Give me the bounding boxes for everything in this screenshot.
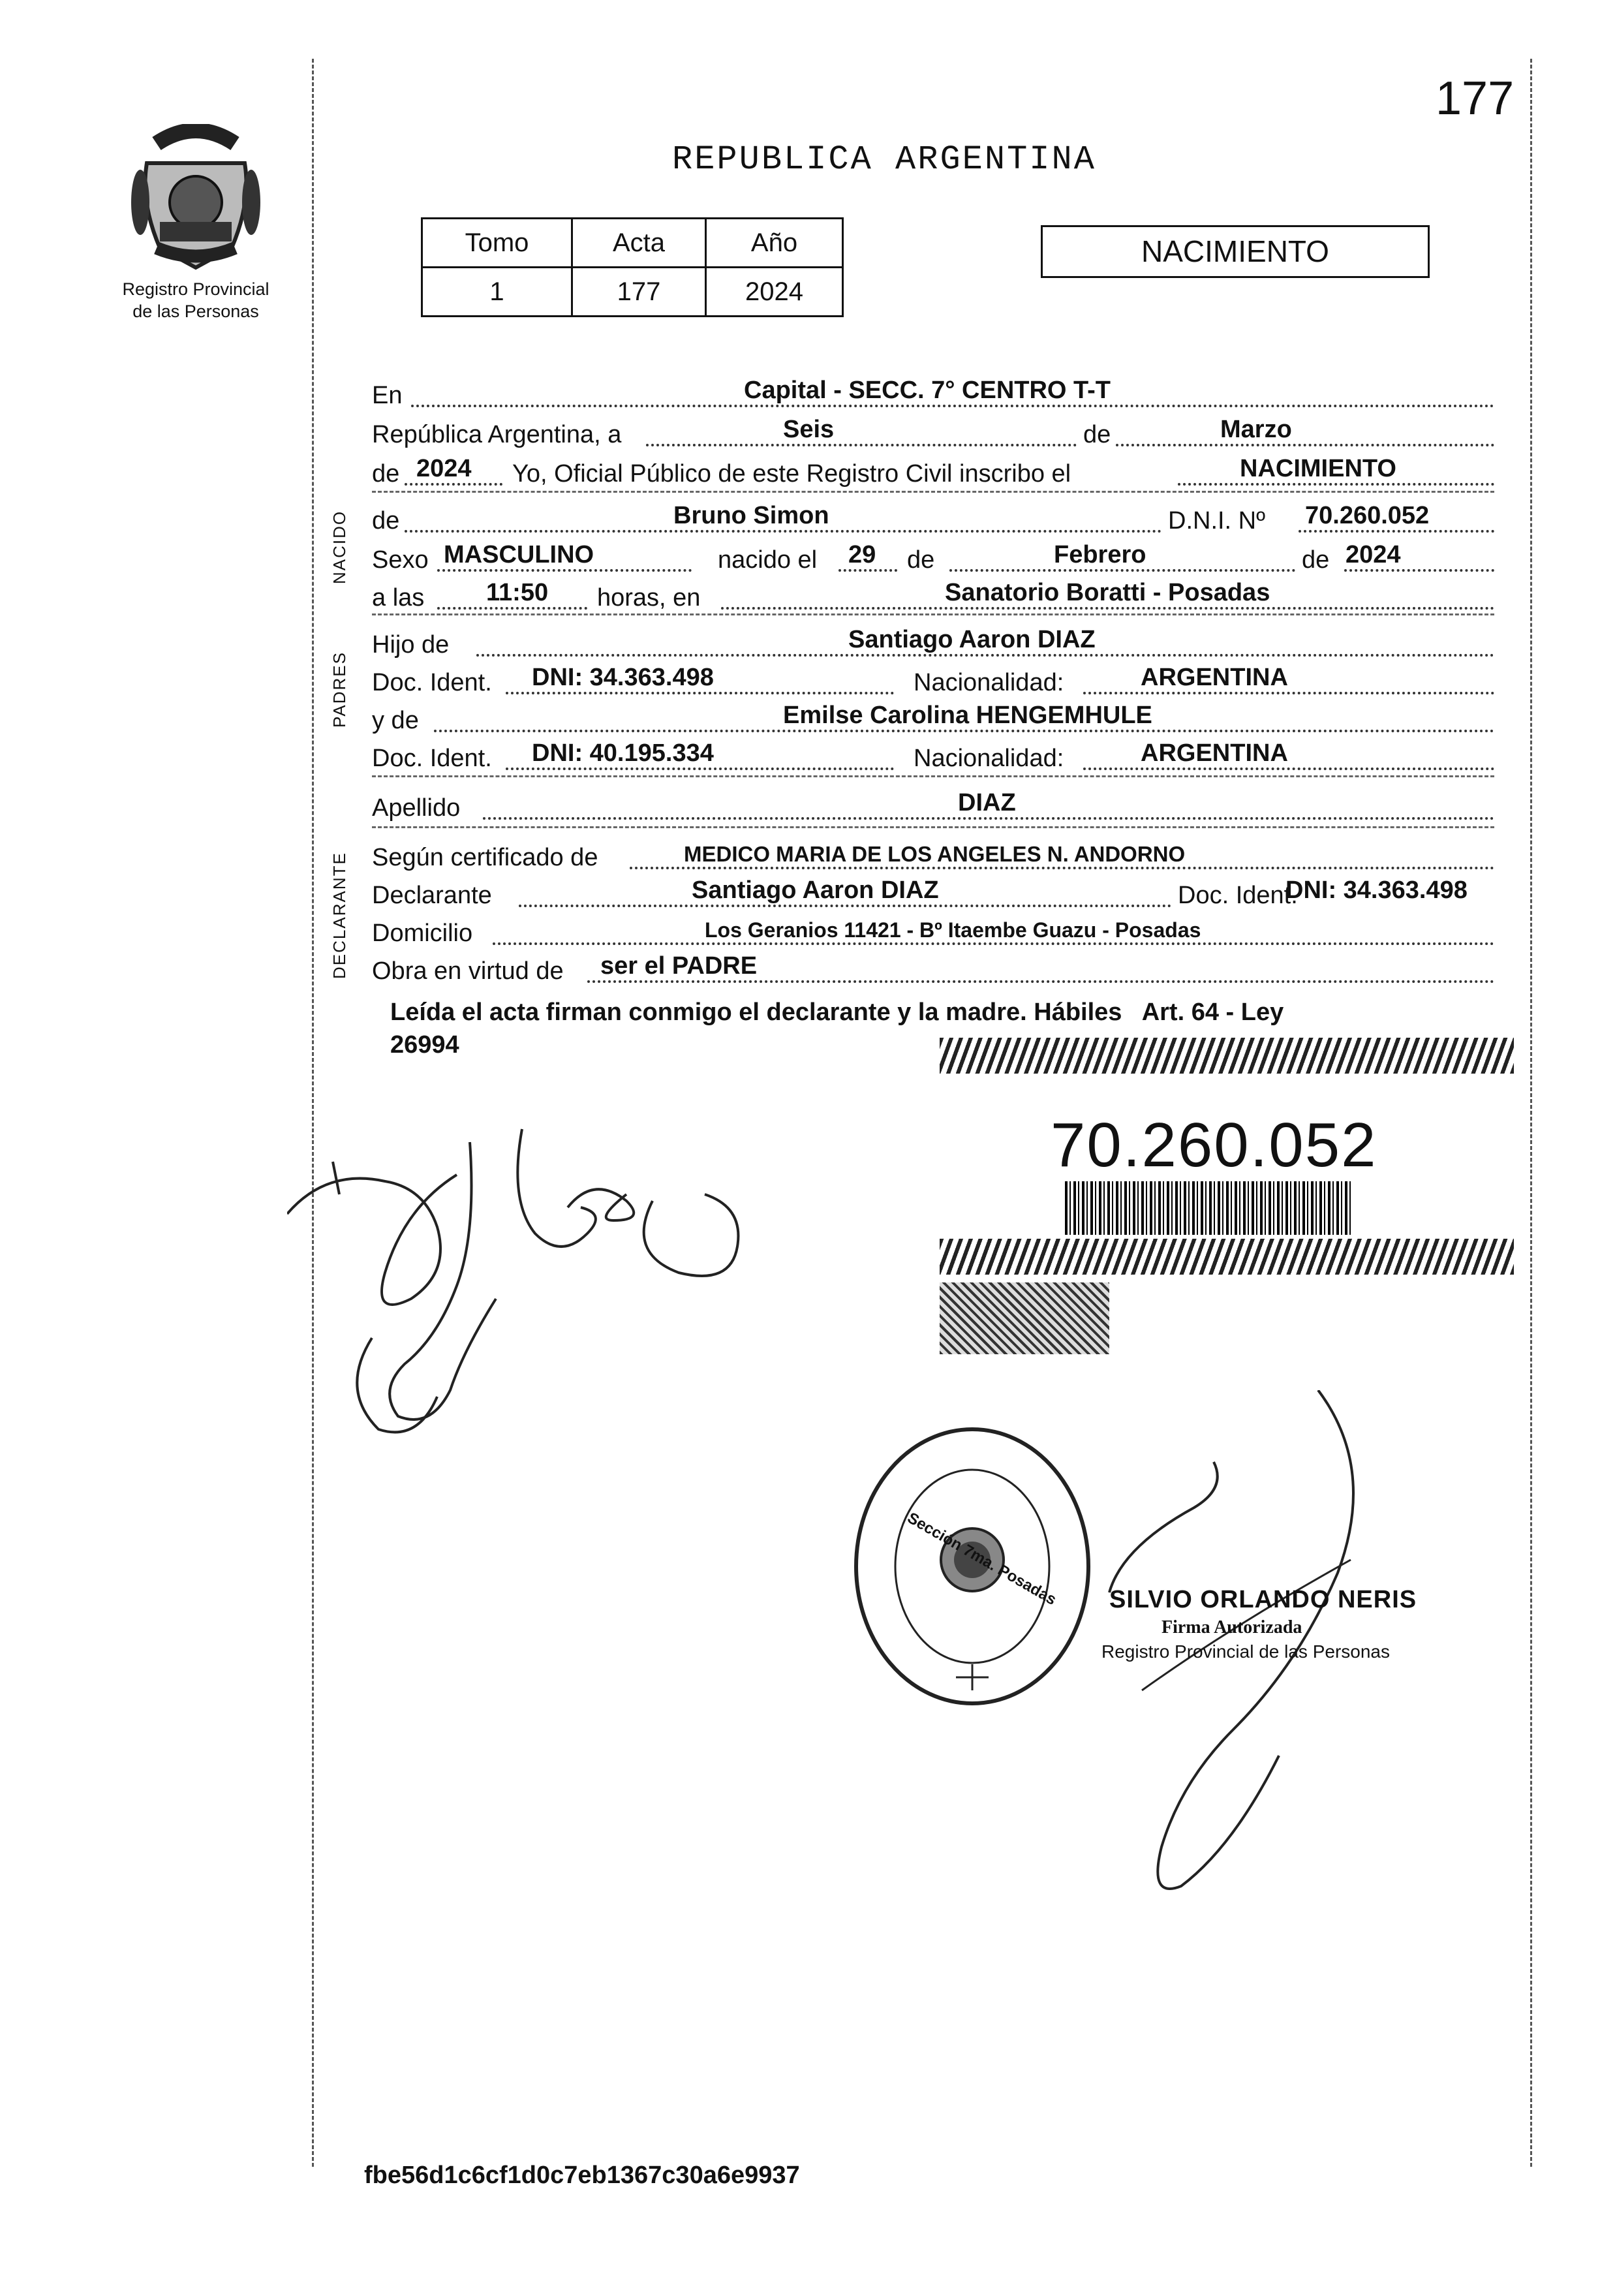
mother-doc-value: DNI: 40.195.334 <box>532 739 714 767</box>
row-apellido <box>372 783 1494 822</box>
domicilio-label: Domicilio <box>372 920 473 947</box>
name-value: Bruno Simon <box>673 502 829 529</box>
barcode-icon <box>1065 1181 1352 1235</box>
row-domicilio <box>372 908 1494 948</box>
header-acta: Acta <box>572 219 706 268</box>
registry-label-1: Registro Provincial <box>122 279 269 299</box>
declarante-doc-label: Doc. Ident. <box>1178 882 1298 909</box>
month-value: Marzo <box>1220 416 1292 443</box>
act-reference-table <box>421 217 844 317</box>
registry-label-2: de las Personas <box>132 302 259 321</box>
barcode-number: 70.260.052 <box>1051 1110 1377 1180</box>
row-father-doc <box>372 658 1494 697</box>
row-hijo-de <box>372 620 1494 659</box>
inscribo-value: NACIMIENTO <box>1240 455 1396 482</box>
birth-month-value: Febrero <box>1054 541 1146 568</box>
republica-label: República Argentina, a <box>372 421 622 448</box>
declarant-signature <box>287 1103 757 1442</box>
yo-label: Yo, Oficial Público de este Registro Civil inscribo el <box>512 460 1071 488</box>
security-pattern-bottom <box>940 1239 1514 1275</box>
apellido-value: DIAZ <box>958 789 1016 816</box>
seal-inner-text: Sección 7ma. Posadas <box>904 1509 1060 1609</box>
side-label-padres: PADRES <box>330 651 349 728</box>
mother-value: Emilse Carolina HENGEMHULE <box>783 702 1152 729</box>
nacido-el-label: nacido el <box>718 546 818 574</box>
en-label: En <box>372 382 403 409</box>
official-role-2: Registro Provincial de las Personas <box>1101 1641 1390 1662</box>
value-acta: 177 <box>572 268 706 317</box>
value-tomo: 1 <box>422 268 572 317</box>
row-nacido-de <box>372 496 1494 535</box>
father-nat-label: Nacionalidad: <box>914 669 1064 696</box>
birth-day-value: 29 <box>848 541 876 568</box>
dni-label: D.N.I. Nº <box>1168 507 1265 535</box>
row-y-de <box>372 696 1494 735</box>
closing-text-2: 26994 <box>390 1031 459 1059</box>
de3-label: de <box>907 546 935 574</box>
row-republica <box>372 410 1494 449</box>
birth-year-value: 2024 <box>1346 541 1401 568</box>
horas-en-label: horas, en <box>597 584 701 612</box>
act-type-box: NACIMIENTO <box>1041 225 1430 278</box>
nacido-de-label: de <box>372 507 400 535</box>
father-nat-value: ARGENTINA <box>1141 664 1288 691</box>
header-ano: Año <box>706 219 843 268</box>
sexo-label: Sexo <box>372 546 429 574</box>
year-value: 2024 <box>416 455 472 482</box>
de-label: de <box>1083 421 1111 448</box>
apellido-label: Apellido <box>372 794 461 822</box>
obra-label: Obra en virtud de <box>372 957 564 985</box>
segun-value: MEDICO MARIA DE LOS ANGELES N. ANDORNO <box>684 842 1186 866</box>
security-hologram <box>940 1282 1109 1354</box>
en-value: Capital - SECC. 7° CENTRO T-T <box>744 377 1111 404</box>
value-ano: 2024 <box>706 268 843 317</box>
place-value: Sanatorio Boratti - Posadas <box>945 579 1270 606</box>
declarante-label: Declarante <box>372 882 492 909</box>
row-segun <box>372 833 1494 872</box>
declarante-value: Santiago Aaron DIAZ <box>692 877 939 904</box>
page-number: 177 <box>1436 72 1515 125</box>
row-a-las <box>372 573 1494 612</box>
father-doc-label: Doc. Ident. <box>372 669 492 696</box>
a-las-label: a las <box>372 584 425 612</box>
official-role-1: Firma Autorizada <box>1161 1617 1302 1637</box>
side-label-nacido: NACIDO <box>330 510 349 584</box>
header-tomo: Tomo <box>422 219 572 268</box>
hijo-de-label: Hijo de <box>372 631 450 659</box>
row-declarante <box>372 871 1494 910</box>
mother-nat-value: ARGENTINA <box>1141 739 1288 767</box>
official-seal <box>852 1423 1093 1710</box>
row-yo <box>372 449 1494 488</box>
de2-label: de <box>372 460 400 488</box>
segun-label: Según certificado de <box>372 844 598 871</box>
right-margin-line <box>1530 59 1532 2167</box>
official-name: SILVIO ORLANDO NERIS <box>1109 1586 1417 1613</box>
day-value: Seis <box>783 416 835 443</box>
side-label-declarante: DECLARANTE <box>330 852 349 979</box>
de4-label: de <box>1302 546 1330 574</box>
obra-value: ser el PADRE <box>600 952 758 980</box>
row-en <box>372 371 1494 410</box>
mother-doc-label: Doc. Ident. <box>372 745 492 772</box>
security-pattern-top <box>940 1038 1514 1074</box>
sexo-value: MASCULINO <box>444 541 594 568</box>
father-value: Santiago Aaron DIAZ <box>848 626 1096 653</box>
country-title: REPUBLICA ARGENTINA <box>672 140 1096 179</box>
row-obra <box>372 946 1494 985</box>
domicilio-value: Los Geranios 11421 - Bº Itaembe Guazu - Posadas <box>705 918 1201 942</box>
y-de-label: y de <box>372 707 419 734</box>
document-hash: fbe56d1c6cf1d0c7eb1367c30a6e9937 <box>364 2162 800 2189</box>
father-doc-value: DNI: 34.363.498 <box>532 664 714 691</box>
row-sexo <box>372 535 1494 574</box>
declarante-doc-value: DNI: 34.363.498 <box>1285 877 1468 904</box>
mother-nat-label: Nacionalidad: <box>914 745 1064 772</box>
province-logo <box>121 124 271 274</box>
dni-value: 70.260.052 <box>1305 502 1430 529</box>
time-value: 11:50 <box>486 579 549 606</box>
closing-text-1: Leída el acta firman conmigo el declarante y la madre. Hábiles Art. 64 - Ley <box>390 999 1284 1026</box>
row-mother-doc <box>372 734 1494 773</box>
